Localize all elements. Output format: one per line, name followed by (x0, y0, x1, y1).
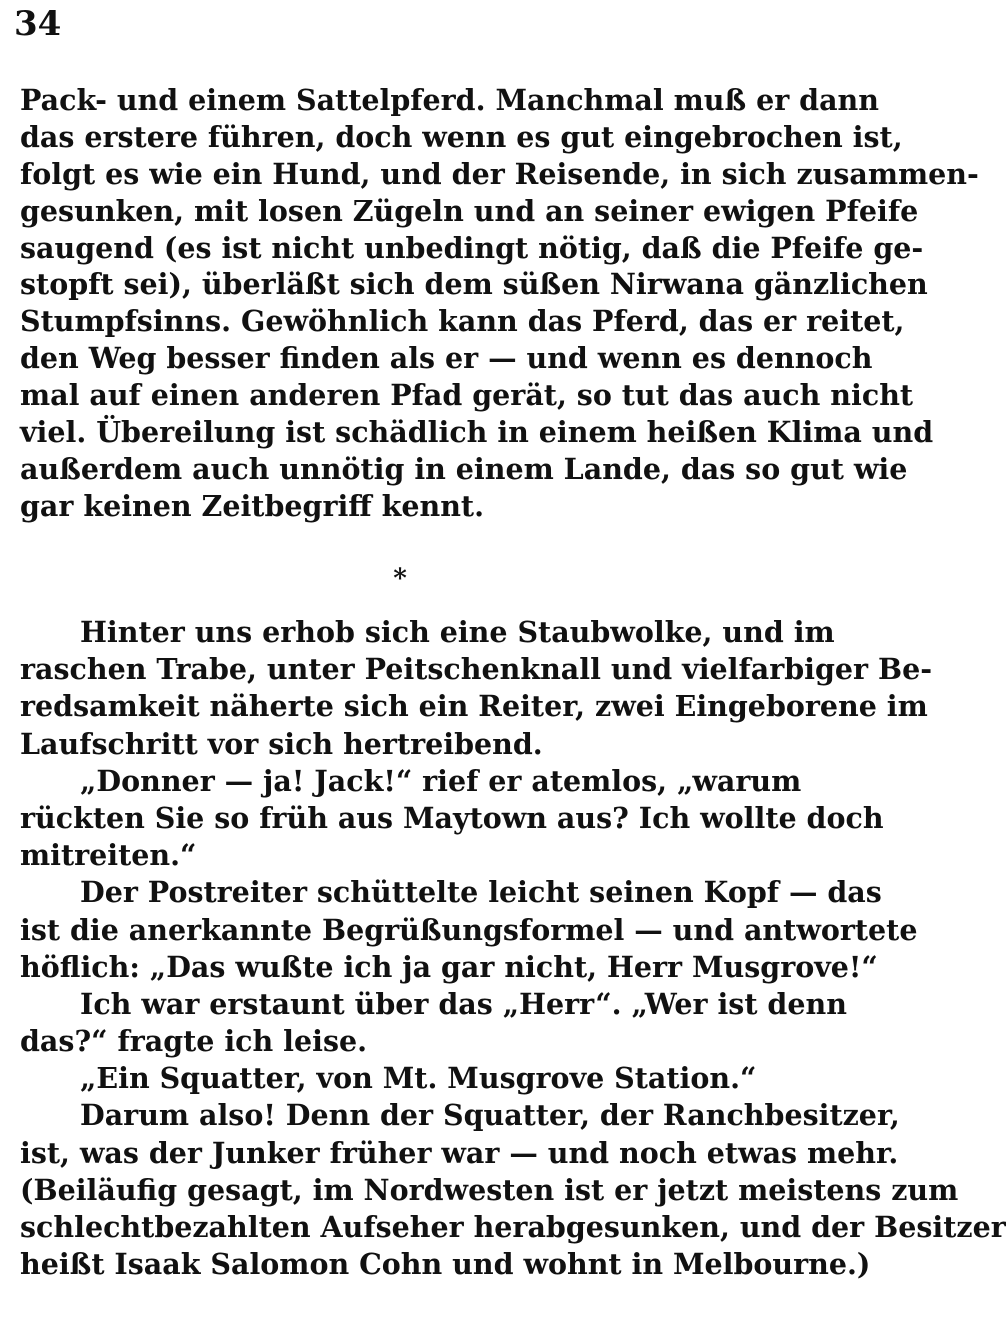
text-line: stopft sei), überläßt sich dem süßen Nirwana gänzlichen (20, 267, 928, 302)
text-line: rückten Sie so früh aus Maytown aus? Ich wollte doch (20, 800, 884, 835)
text-line: folgt es wie ein Hund, und der Reisende, in sich zusammen- (20, 156, 979, 191)
paragraph-travel (20, 82, 979, 525)
text-line: Darum also! Denn der Squatter, der Ranchbesitzer, (80, 1098, 900, 1133)
text-line: das erstere führen, doch wenn es gut eingebrochen ist, (20, 119, 903, 154)
text-line: das?“ fragte ich leise. (20, 1024, 368, 1059)
text-line: außerdem auch unnötig in einem Lande, das so gut wie (20, 451, 908, 486)
text-line: ist, was der Junker früher war — und noch etwas mehr. (20, 1135, 899, 1170)
text-line: gar keinen Zeitbegriff kennt. (20, 488, 485, 523)
text-line: mal auf einen anderen Pfad gerät, so tut das auch nicht (20, 378, 914, 413)
text-line: „Donner — ja! Jack!“ rief er atemlos, „warum (80, 763, 802, 798)
text-line: Pack- und einem Sattelpferd. Manchmal muß er dann (20, 83, 879, 117)
page-number: 34 (14, 4, 62, 44)
text-line: Laufschritt vor sich hertreibend. (20, 726, 543, 761)
text-line: (Beiläufig gesagt, im Nordwesten ist er jetzt meistens zum (20, 1172, 959, 1207)
text-line: mitreiten.“ (20, 838, 197, 873)
text-line: Stumpfsinns. Gewöhnlich kann das Pferd, das er reitet, (20, 304, 905, 339)
text-line: gesunken, mit losen Zügeln und an seiner ewigen Pfeife (20, 193, 919, 228)
text-line: den Weg besser finden als er — und wenn es dennoch (20, 341, 873, 376)
text-line: Ich war erstaunt über das „Herr“. „Wer ist denn (80, 986, 847, 1021)
text-line: Hinter uns erhob sich eine Staubwolke, und im (80, 615, 835, 649)
text-line: redsamkeit näherte sich ein Reiter, zwei Eingeborene im (20, 689, 928, 724)
text-line: raschen Trabe, unter Peitschenknall und vielfarbiger Be- (20, 652, 933, 687)
text-line: Der Postreiter schüttelte leicht seinen Kopf — das (80, 875, 882, 910)
text-line: ist die anerkannte Begrüßungsformel — und antwortete (20, 912, 918, 947)
paragraph-group-encounter (20, 614, 1006, 1283)
section-asterism: * (393, 564, 407, 594)
text-line: viel. Übereilung ist schädlich in einem heißen Klima und (20, 415, 934, 450)
text-line: heißt Isaak Salomon Cohn und wohnt in Melbourne.) (20, 1247, 871, 1282)
text-line: „Ein Squatter, von Mt. Musgrove Station.“ (80, 1061, 757, 1096)
text-line: schlechtbezahlten Aufseher herabgesunken, und der Besitzer (20, 1210, 1006, 1244)
text-line: höflich: „Das wußte ich ja gar nicht, Herr Musgrove!“ (20, 949, 878, 984)
text-line: saugend (es ist nicht unbedingt nötig, daß die Pfeife ge- (20, 230, 924, 265)
